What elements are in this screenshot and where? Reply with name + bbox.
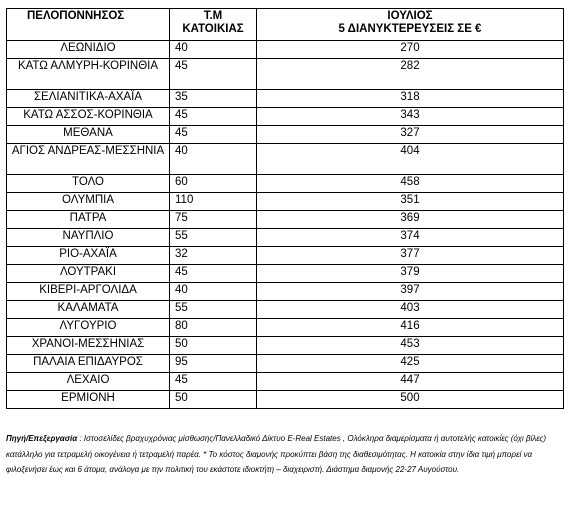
table-row	[7, 391, 564, 409]
table-row	[7, 144, 564, 175]
sqm-cell: 80	[170, 319, 257, 337]
price-cell: 270	[257, 41, 564, 59]
table-row	[7, 301, 564, 319]
footnote-label: Πηγή/Επεξεργασία	[6, 434, 78, 443]
region-cell: ΛΕΩΝΙΔΙΟ	[7, 41, 170, 59]
table-row	[7, 265, 564, 283]
sqm-cell: 60	[170, 175, 257, 193]
table-row	[7, 229, 564, 247]
sqm-cell: 50	[170, 337, 257, 355]
table-header-row	[7, 9, 564, 41]
region-cell: ΚΑΛΑΜΑΤΑ	[7, 301, 170, 319]
price-cell: 404	[257, 144, 564, 175]
table-row	[7, 355, 564, 373]
price-cell: 416	[257, 319, 564, 337]
price-cell: 500	[257, 391, 564, 409]
price-cell: 351	[257, 193, 564, 211]
table-row	[7, 337, 564, 355]
price-cell: 327	[257, 126, 564, 144]
region-cell: ΠΑΤΡΑ	[7, 211, 170, 229]
sqm-cell: 45	[170, 126, 257, 144]
table-row	[7, 247, 564, 265]
footnote-text: : Ιστοσελίδες βραχυχρόνιας μίσθωσης/Πανελλαδικό Δίκτυο E-Real Estates , Ολόκληρα διαμερίσματα ή αυτοτελής κατοικίες (όχι βίλες) κατάλληλο για τετραμελή οικογένεια ή τετραμελή παρέα. * Το κόστος διαμονής προκύπτει βάση της διαθεσιμότητας. Η κατοικία στην ίδια τιμή μπορεί να φιλοξενήσει έως και 6 άτομα, ανάλογα με την πολιτική του εκάστοτε ιδιοκτήτη – διαχειριστή. Διάστημα διαμονής 22-27 Αυγούστου.	[6, 434, 547, 474]
sqm-cell: 55	[170, 301, 257, 319]
region-cell: ΛΥΓΟΥΡΙΟ	[7, 319, 170, 337]
sqm-cell: 95	[170, 355, 257, 373]
price-cell: 453	[257, 337, 564, 355]
region-cell: ΣΕΛΙΑΝΙΤΙΚΑ-ΑΧΑΪΑ	[7, 90, 170, 108]
table-row	[7, 211, 564, 229]
sqm-cell: 40	[170, 144, 257, 175]
region-cell: ΚΙΒΕΡΙ-ΑΡΓΟΛΙΔΑ	[7, 283, 170, 301]
table-row	[7, 59, 564, 90]
header-square-meters	[170, 9, 257, 41]
sqm-cell: 55	[170, 229, 257, 247]
sqm-cell: 35	[170, 90, 257, 108]
sqm-cell: 45	[170, 108, 257, 126]
sqm-cell: 45	[170, 59, 257, 90]
price-cell: 343	[257, 108, 564, 126]
table-row	[7, 41, 564, 59]
price-cell: 458	[257, 175, 564, 193]
price-cell: 318	[257, 90, 564, 108]
sqm-cell: 45	[170, 265, 257, 283]
header-sqm-line1: Τ.Μ	[203, 10, 223, 22]
region-cell: ΚΑΤΩ ΑΛΜΥΡΗ-ΚΟΡΙΝΘΙΑ	[7, 59, 170, 90]
source-footnote	[6, 431, 559, 478]
price-cell: 447	[257, 373, 564, 391]
region-cell: ΜΕΘΑΝΑ	[7, 126, 170, 144]
region-cell: ΛΕΧΑΙΟ	[7, 373, 170, 391]
rental-price-table	[6, 8, 564, 409]
region-cell: ΧΡΑΝΟΙ-ΜΕΣΣΗΝΙΑΣ	[7, 337, 170, 355]
price-cell: 397	[257, 283, 564, 301]
region-cell: ΑΓΙΟΣ ΑΝΔΡΕΑΣ-ΜΕΣΣΗΝΙΑ	[7, 144, 170, 175]
price-cell: 379	[257, 265, 564, 283]
price-cell: 377	[257, 247, 564, 265]
price-cell: 282	[257, 59, 564, 90]
header-price-line2: 5 ΔΙΑΝΥΚΤΕΡΕΥΣΕΙΣ ΣΕ €	[338, 23, 482, 35]
sqm-cell: 32	[170, 247, 257, 265]
region-cell: ΛΟΥΤΡΑΚΙ	[7, 265, 170, 283]
sqm-cell: 50	[170, 391, 257, 409]
table-row	[7, 373, 564, 391]
sqm-cell: 110	[170, 193, 257, 211]
region-cell: ΚΑΤΩ ΑΣΣΟΣ-ΚΟΡΙΝΘΙΑ	[7, 108, 170, 126]
header-price-line1: ΙΟΥΛΙΟΣ	[387, 10, 433, 22]
region-cell: ΝΑΥΠΛΙΟ	[7, 229, 170, 247]
region-cell: ΟΛΥΜΠΙΑ	[7, 193, 170, 211]
sqm-cell: 45	[170, 373, 257, 391]
table-row	[7, 319, 564, 337]
price-cell: 369	[257, 211, 564, 229]
region-cell: ΕΡΜΙΟΝΗ	[7, 391, 170, 409]
header-region: ΠΕΛΟΠΟΝΝΗΣΟΣ	[7, 9, 170, 41]
table-row	[7, 193, 564, 211]
table-row	[7, 90, 564, 108]
sqm-cell: 75	[170, 211, 257, 229]
price-cell: 403	[257, 301, 564, 319]
price-cell: 374	[257, 229, 564, 247]
table-row	[7, 283, 564, 301]
region-cell: ΤΟΛΟ	[7, 175, 170, 193]
sqm-cell: 40	[170, 41, 257, 59]
header-sqm-line2: ΚΑΤΟΙΚΙΑΣ	[182, 23, 244, 35]
header-price	[257, 9, 564, 41]
region-cell: ΡΙΟ-ΑΧΑΪΑ	[7, 247, 170, 265]
table-row	[7, 126, 564, 144]
region-cell: ΠΑΛΑΙΑ ΕΠΙΔΑΥΡΟΣ	[7, 355, 170, 373]
table-row	[7, 175, 564, 193]
sqm-cell: 40	[170, 283, 257, 301]
table-row	[7, 108, 564, 126]
price-cell: 425	[257, 355, 564, 373]
